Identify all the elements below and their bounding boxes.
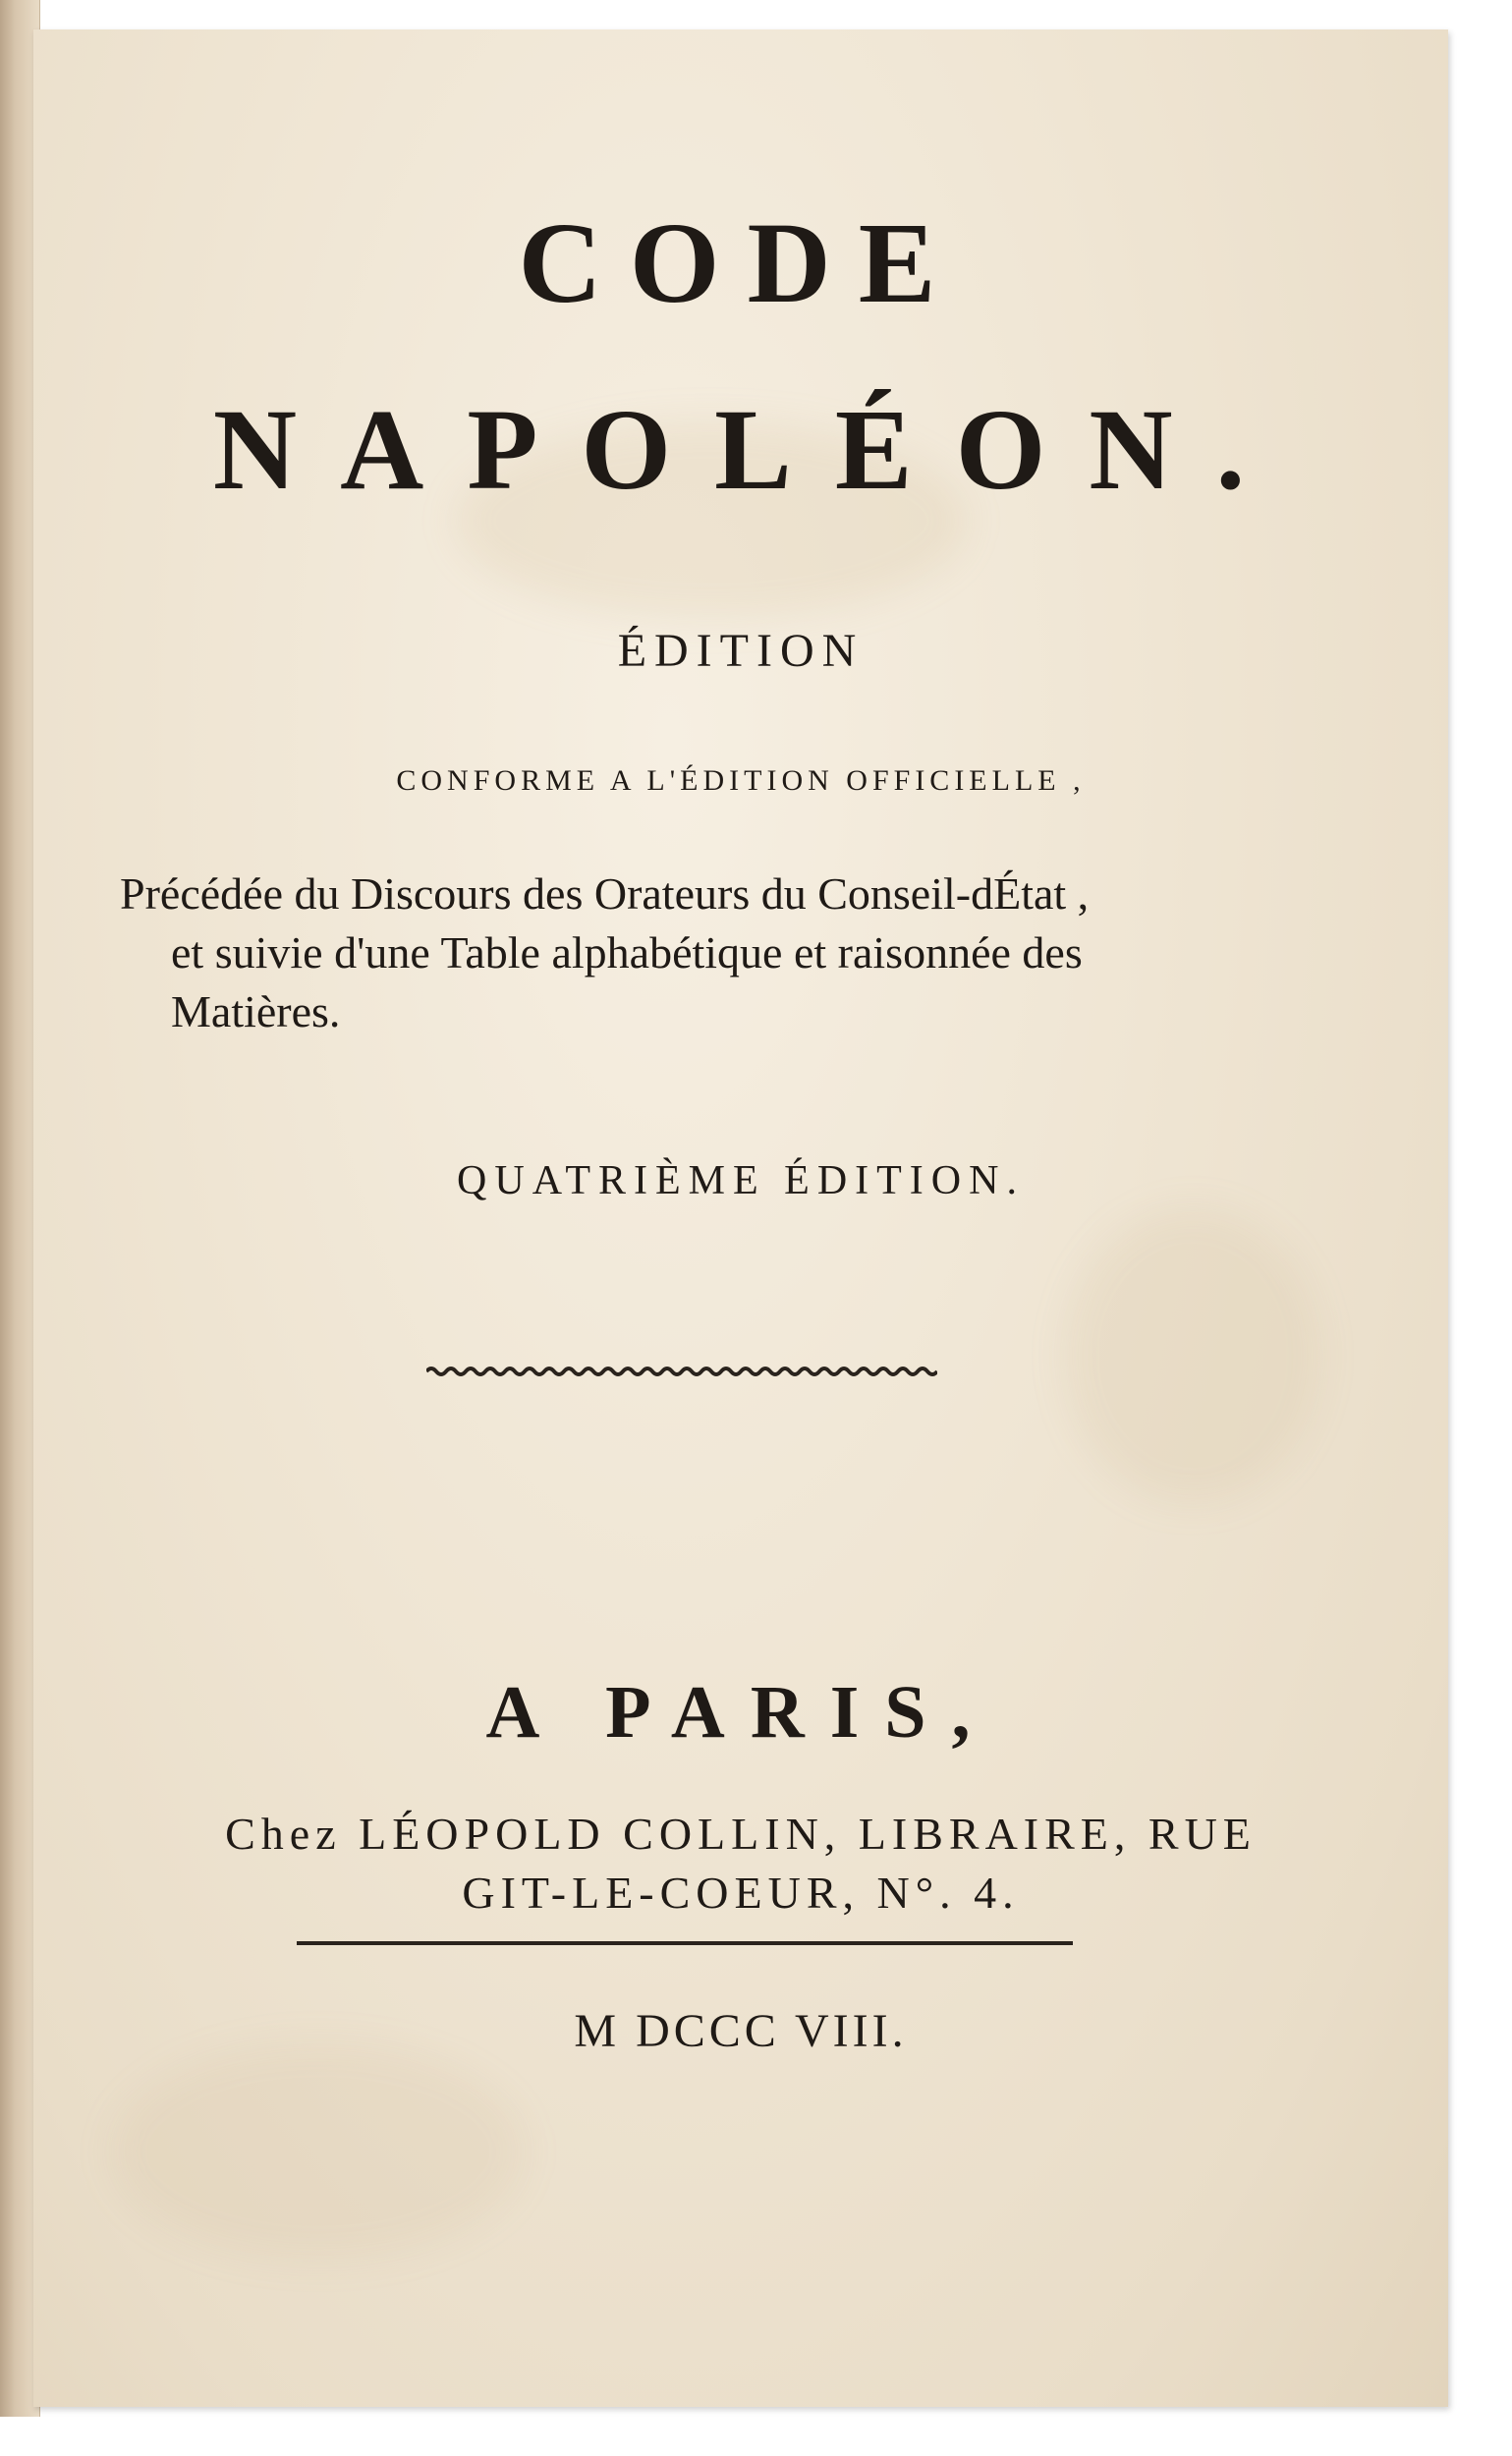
description-line-2: et suivie d'une Table alphabétique et raisonnée des [171, 927, 1083, 977]
description-line-3: Matières. [171, 986, 341, 1036]
title-line-napoleon: NAPOLÉON. [212, 385, 1289, 514]
decorative-ornament-rule [426, 1364, 937, 1379]
publication-year: M DCCC VIII. [574, 2005, 908, 2057]
title-page [33, 29, 1448, 2407]
paper-stain [1065, 1208, 1320, 1503]
description-line-1: Précédée du Discours des Orateurs du Conseil-dÉtat , [120, 868, 1090, 919]
edition-number: QUATRIÈME ÉDITION. [457, 1158, 1025, 1203]
publisher-line-2: GIT-LE-COEUR, N°. 4. [462, 1868, 1020, 1918]
title-line-code: CODE [518, 198, 964, 327]
description-block [120, 865, 1269, 1041]
paper-stain [112, 2043, 525, 2260]
horizontal-rule [297, 1941, 1073, 1945]
edition-heading: ÉDITION [617, 625, 865, 677]
place-of-publication: A PARIS, [485, 1671, 996, 1754]
publisher-line-1: Chez LÉOPOLD COLLIN, LIBRAIRE, RUE [225, 1809, 1257, 1859]
conforme-line: CONFORME A L'ÉDITION OFFICIELLE , [396, 764, 1086, 797]
